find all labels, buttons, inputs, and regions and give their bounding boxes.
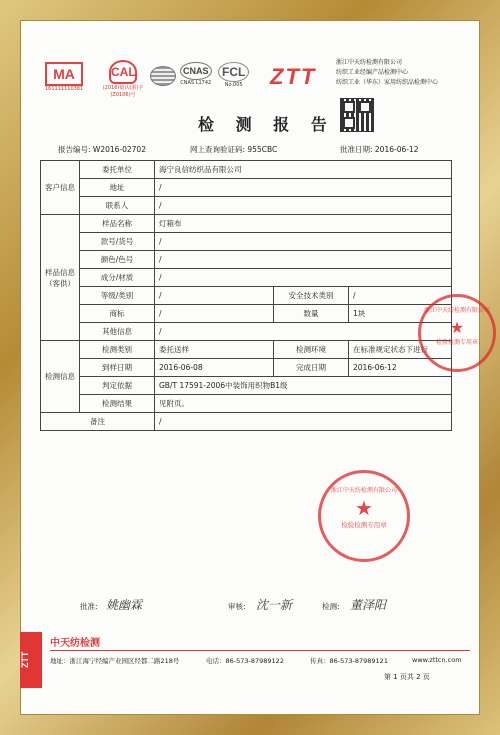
approve-signature: 姚幽霖 — [106, 598, 143, 612]
cell-label: 样品名称 — [80, 215, 155, 233]
cnas-logo — [180, 62, 212, 86]
cell-label: 委托单位 — [80, 161, 155, 179]
cma-mark: MA — [45, 62, 83, 86]
star-icon: ★ — [449, 318, 465, 337]
org-line-1: 浙江中天纺检测有限公司 — [336, 59, 403, 66]
cell-value: / — [349, 287, 452, 305]
cell-value: / — [155, 305, 274, 323]
cma-logo — [45, 62, 83, 92]
footer-web: www.zttcn.com — [412, 656, 462, 664]
verify-code: 网上查询验证码: 955CBC — [190, 145, 278, 154]
cell-label: 完成日期 — [274, 359, 349, 377]
cell-value: / — [155, 179, 452, 197]
stamp-center-text: 检验检测专用章 — [341, 521, 387, 529]
fcl-code: No.005 — [224, 82, 243, 88]
table-row — [41, 197, 452, 215]
group-client: 客户信息 — [41, 161, 80, 215]
cell-value: 2016-06-08 — [155, 359, 274, 377]
footer-fax: 传真：86-573-87989121 — [310, 657, 388, 665]
cell-label: 检测类别 — [80, 341, 155, 359]
table-row — [41, 395, 452, 413]
footer — [20, 632, 480, 688]
qr-code-icon — [340, 98, 374, 132]
cell-label: 成分/材质 — [80, 269, 155, 287]
inspection-stamp-top — [418, 294, 496, 372]
cell-value: 委托送样 — [155, 341, 274, 359]
table-row — [41, 251, 452, 269]
footer-tel: 电话：86-573-87989122 — [206, 657, 284, 665]
table-row — [41, 413, 452, 431]
review-label: 审核: — [228, 602, 246, 611]
page-title: 检 测 报 告 — [198, 115, 335, 134]
cell-label: 判定依据 — [80, 377, 155, 395]
test-signature: 董泽阳 — [350, 598, 387, 612]
table-row — [41, 215, 452, 233]
table-row — [41, 269, 452, 287]
cell-label: 联系人 — [80, 197, 155, 215]
cell-value: 在标准规定状态下进行 — [349, 341, 452, 359]
stamp-ring-text: 浙江中天纺检测有限公司 — [330, 487, 397, 494]
cell-value: / — [155, 197, 452, 215]
cal-mark: CAL — [109, 60, 137, 84]
cell-label: 商标 — [80, 305, 155, 323]
table-row — [41, 161, 452, 179]
page-indicator: 第 1 页共 2 页 — [384, 673, 430, 681]
cell-label: 地址 — [80, 179, 155, 197]
cell-value: 见附页。 — [155, 395, 452, 413]
cell-label: 到样日期 — [80, 359, 155, 377]
table-row — [41, 233, 452, 251]
table-row — [41, 287, 452, 305]
footer-cn-name: 中天纺检测 — [50, 638, 100, 649]
cell-value: 灯箱布 — [155, 215, 452, 233]
cell-label: 其他信息 — [80, 323, 155, 341]
cma-code: 161111110381 — [45, 86, 84, 92]
cell-value: / — [155, 233, 452, 251]
table-row — [41, 359, 452, 377]
org-line-3: 纺织工业（华东）家用纺织品检测中心 — [336, 79, 439, 86]
fcl-logo — [218, 62, 249, 88]
cell-value: / — [155, 413, 452, 431]
footer-divider — [50, 650, 470, 651]
cell-value: 2016-06-12 — [349, 359, 452, 377]
cell-label: 备注 — [41, 413, 155, 431]
table-row — [41, 341, 452, 359]
cell-label: 款号/货号 — [80, 233, 155, 251]
org-names — [336, 58, 466, 88]
approve-date: 批准日期: 2016-06-12 — [340, 145, 419, 154]
approve-label: 批准: — [80, 602, 98, 611]
report-number: 报告编号: W2016-02702 — [58, 145, 146, 154]
table-row — [41, 323, 452, 341]
cell-value: / — [155, 269, 452, 287]
org-line-2: 纺织工业经编产品检测中心 — [336, 69, 409, 76]
table-row — [41, 179, 452, 197]
cell-label: 数量 — [274, 305, 349, 323]
review-signature: 沈一新 — [256, 598, 293, 612]
group-test: 检测信息 — [41, 341, 80, 413]
cal-logo — [98, 60, 148, 98]
cell-value: / — [155, 323, 452, 341]
stamp-center-text: 检验检测专用章 — [435, 339, 478, 346]
cnas-code: CNAS L1742 — [180, 80, 212, 86]
fcl-mark: FCL — [218, 62, 249, 82]
cell-value: 海宁良信纺织品有限公司 — [155, 161, 452, 179]
ztt-brand: ZTT — [270, 64, 317, 89]
cell-value: / — [155, 287, 274, 305]
star-icon: ★ — [355, 496, 373, 520]
cell-value: / — [155, 251, 452, 269]
cell-label: 检测结果 — [80, 395, 155, 413]
footer-ztt-logo: ZTT — [20, 632, 42, 688]
inspection-stamp-mid — [318, 470, 410, 562]
cell-label: 等级/类别 — [80, 287, 155, 305]
table-row — [41, 305, 452, 323]
report-table — [40, 160, 452, 431]
globe-icon — [150, 66, 176, 86]
cell-label: 安全技术类别 — [274, 287, 349, 305]
cnas-mark: CNAS — [180, 62, 212, 80]
footer-address: 地址：浙江海宁经编产业园区经都二路218号 — [50, 657, 180, 665]
cell-value: 1块 — [349, 305, 452, 323]
table-row — [41, 377, 452, 395]
test-label: 检测: — [322, 602, 340, 611]
cell-value: GB/T 17591-2006中装饰用织物B1级 — [155, 377, 452, 395]
group-sample: 样品信息（客供） — [41, 215, 80, 341]
cell-label: 颜色/色号 — [80, 251, 155, 269]
cell-label: 检测环境 — [274, 341, 349, 359]
globe-logo — [150, 66, 176, 86]
cal-code: (2016)量认(浙)字(Z0106)号 — [102, 85, 144, 98]
stamp-ring-text: 浙江中天纺检测有限公司 — [423, 307, 490, 314]
